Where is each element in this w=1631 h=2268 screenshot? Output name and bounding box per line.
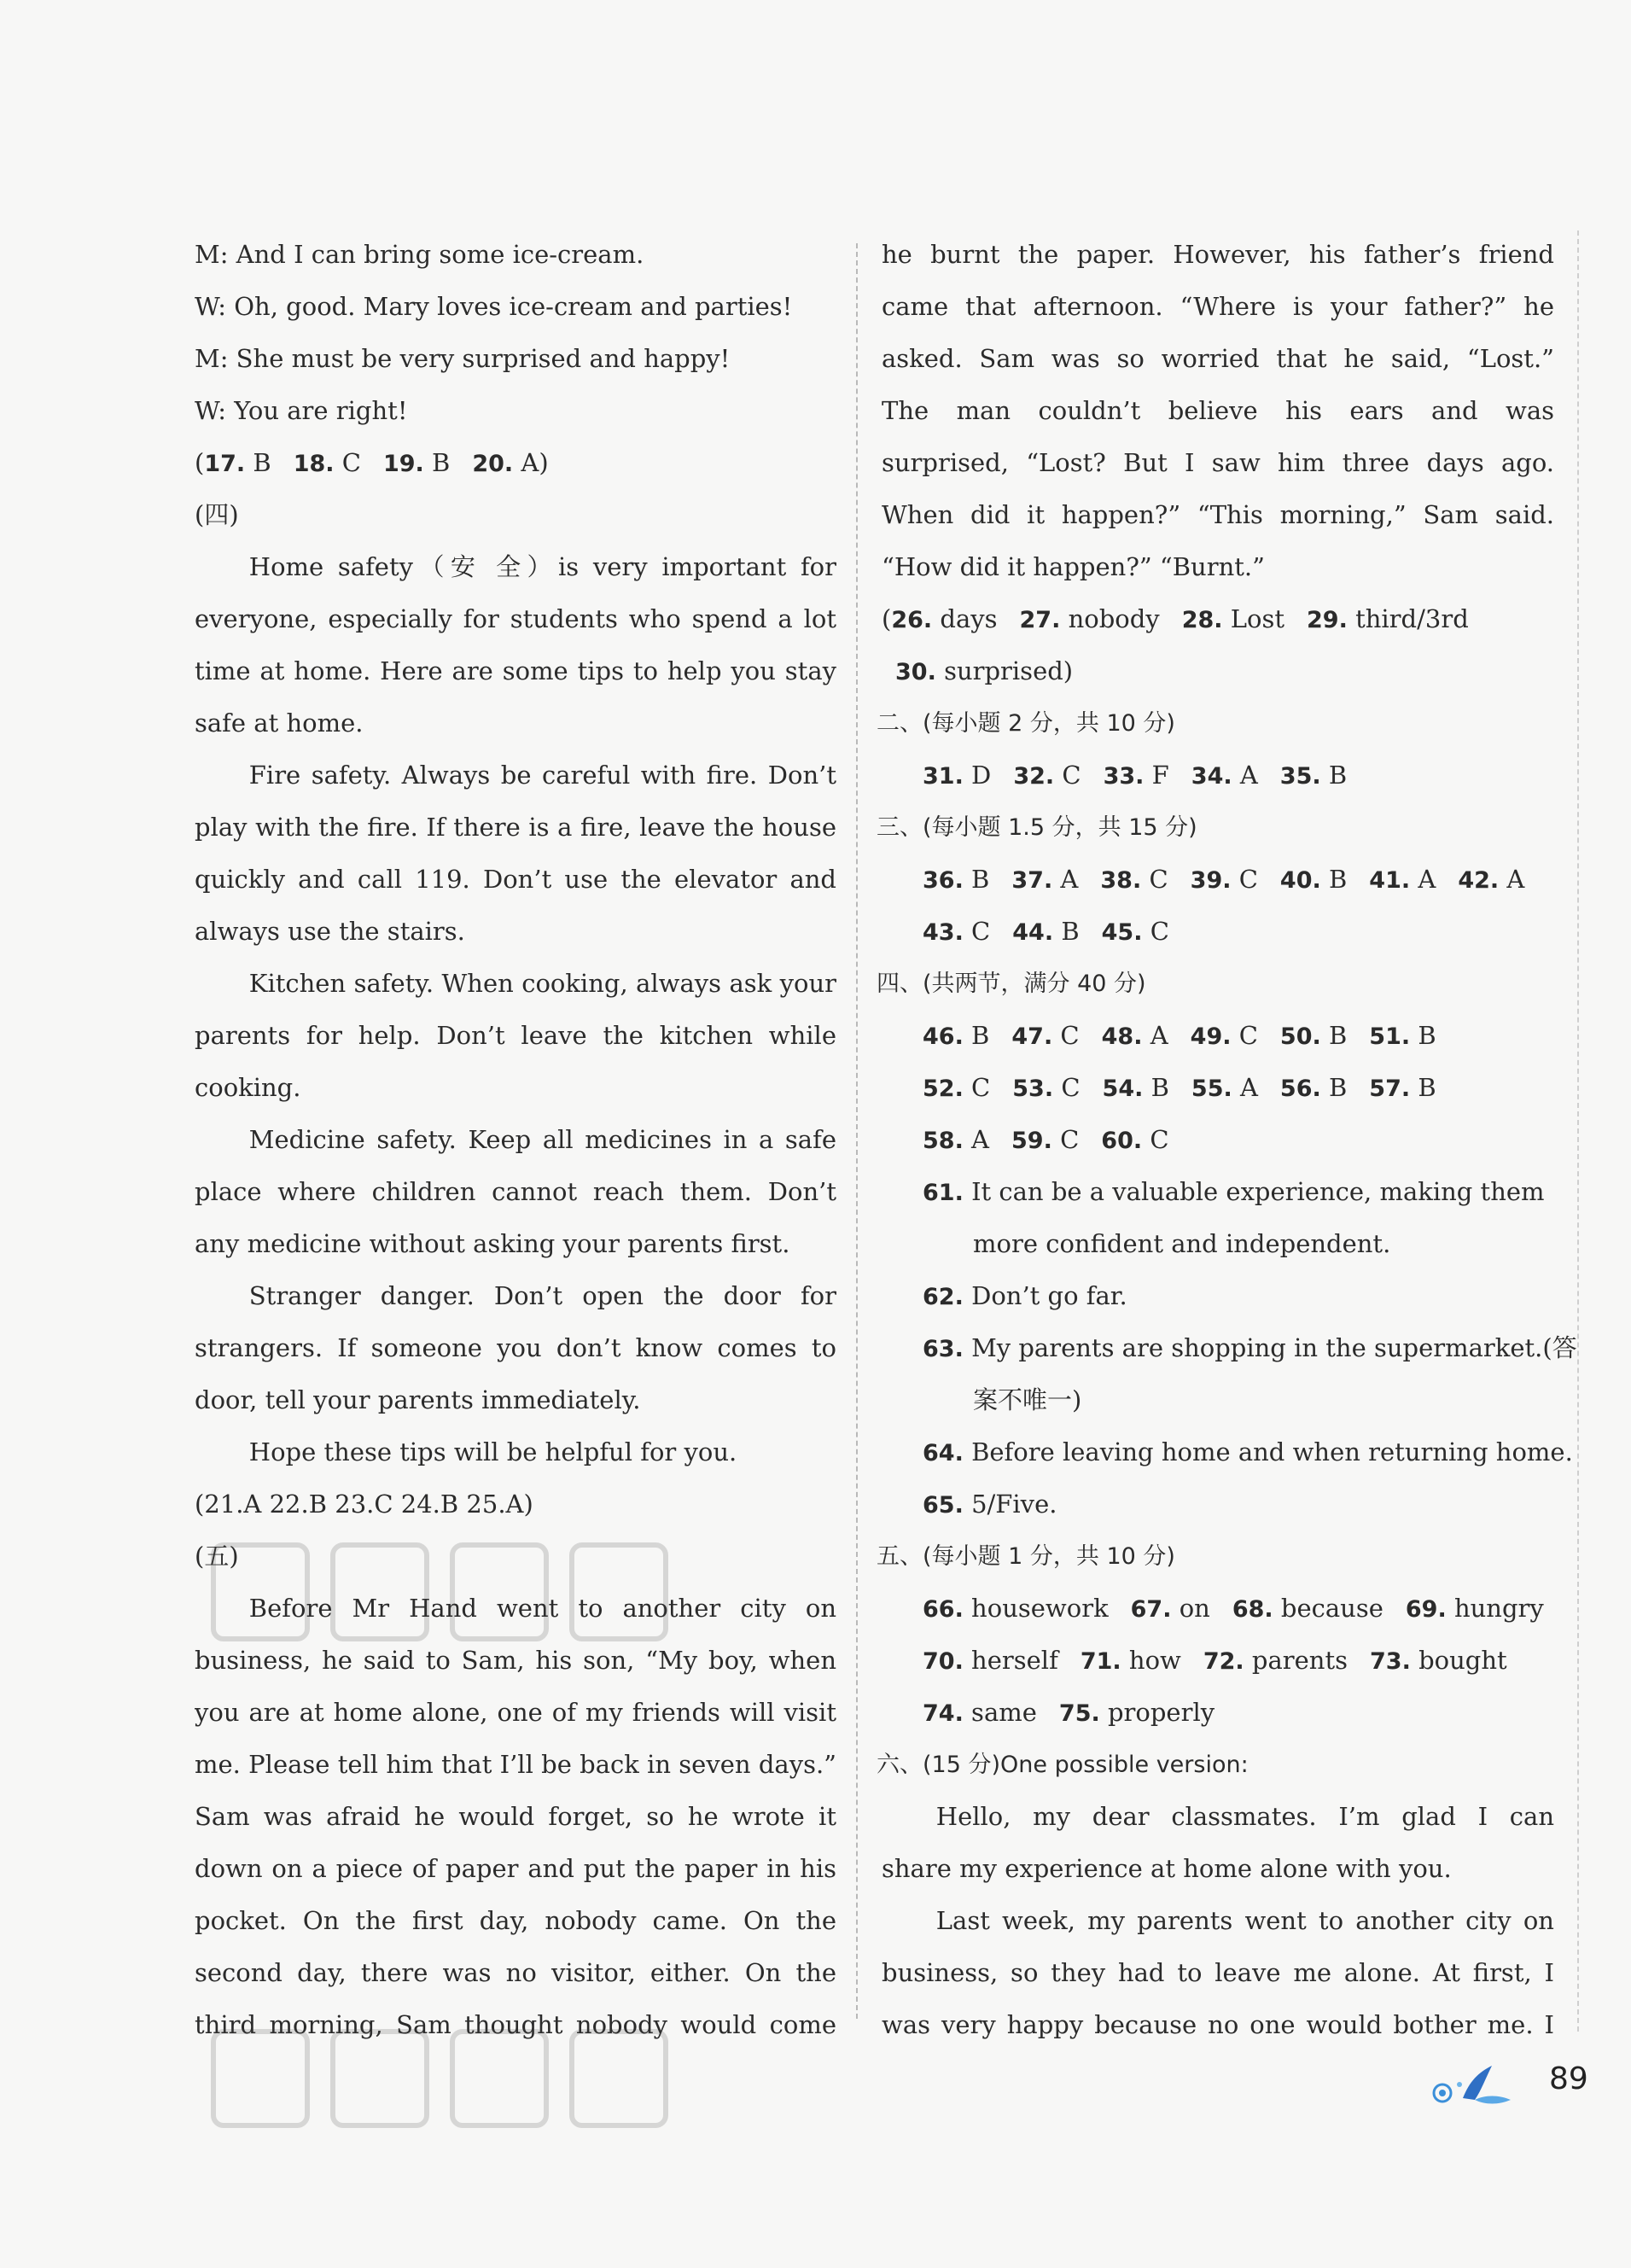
answer-value: B — [1320, 1021, 1348, 1050]
paragraph-line: Medicine safety. Keep all medicines in a safe — [248, 1125, 836, 1154]
answer-item — [1203, 1635, 1348, 1688]
answer-value: on — [1171, 1594, 1210, 1623]
answer-item — [1280, 749, 1347, 802]
section-heading-4: 四、(共两节，满分 40 分) — [877, 971, 1146, 997]
essay-line: was very happy because no one would bother me. I — [882, 2010, 1554, 2039]
answer-item — [1191, 1062, 1258, 1115]
answer-value: A — [1232, 1073, 1258, 1102]
paragraph-line: me. Please tell him that I’ll be back in seven days.” — [195, 1750, 836, 1779]
answer-item — [1011, 854, 1078, 907]
answer-row-52 — [882, 1062, 1554, 1114]
answer-value: how — [1121, 1646, 1181, 1675]
answer-item — [1102, 1010, 1168, 1063]
section-heading-5: 五、(每小题 1 分，共 10 分) — [877, 1543, 1175, 1570]
question-number: 72. — [1203, 1648, 1244, 1675]
paragraph-line: When did it happen?” “This morning,” Sam said. — [882, 500, 1554, 529]
dialogue-line: M: And I can bring some ice-cream. — [195, 240, 644, 269]
answer-62: 62. Don’t go far. — [923, 1281, 1127, 1310]
answer-row-46 — [882, 1010, 1554, 1062]
answer-item — [1280, 1010, 1347, 1063]
paragraph-line: business, he said to Sam, his son, “My boy, when — [195, 1646, 836, 1675]
leaf-ornament-icon — [1425, 2057, 1528, 2112]
question-number: 42. — [1458, 867, 1500, 894]
answer-item — [1131, 1583, 1210, 1635]
answer-value: B — [1410, 1073, 1436, 1102]
answer-value: F — [1144, 761, 1169, 790]
answer-value: B — [1320, 1073, 1348, 1102]
dialogue-line: W: Oh, good. Mary loves ice-cream and parties! — [195, 292, 793, 321]
answer-value: C — [1053, 1073, 1081, 1102]
answer-value: B — [1410, 1021, 1436, 1050]
answer-item — [1103, 1062, 1169, 1115]
answer-item — [1191, 1010, 1258, 1063]
answer-value: A — [1232, 761, 1258, 790]
left-column — [195, 229, 836, 2051]
question-number: 36. — [923, 867, 964, 894]
answer-row-31 — [882, 749, 1554, 802]
question-number: 70. — [923, 1648, 964, 1675]
answer-row-58 — [882, 1114, 1554, 1166]
paragraph-line: came that afternoon. “Where is your father?” he — [882, 292, 1554, 321]
paragraph-line: he burnt the paper. However, his father’s friend — [882, 240, 1554, 269]
question-number: 51. — [1369, 1023, 1411, 1050]
question-number: 31. — [923, 763, 964, 790]
question-number: 75. — [1058, 1700, 1100, 1727]
answer-value: C — [1141, 865, 1168, 894]
question-number: 52. — [923, 1076, 964, 1102]
answer-item — [383, 437, 450, 490]
question-number: 71. — [1080, 1648, 1121, 1675]
paragraph-line: down on a piece of paper and put the paper in his — [195, 1854, 836, 1883]
question-number: 19. — [382, 451, 424, 477]
question-number: 45. — [1101, 919, 1143, 946]
paragraph-line: door, tell your parents immediately. — [195, 1385, 641, 1414]
question-number: 68. — [1232, 1596, 1273, 1623]
answer-value: A — [963, 1125, 990, 1154]
paragraph-line: time at home. Here are some tips to help you stay — [195, 656, 836, 685]
answer-value: C — [1142, 1125, 1169, 1154]
paragraph-line: pocket. On the first day, nobody came. On the — [195, 1906, 836, 1935]
answer-item — [923, 1062, 990, 1115]
answer-value: A) — [513, 448, 549, 477]
paragraph-line: surprised, “Lost? But I saw him three days ago. — [882, 448, 1554, 477]
section-label-5: (五) — [195, 1542, 239, 1571]
column-divider — [856, 243, 858, 2019]
question-number: 57. — [1369, 1076, 1411, 1102]
paragraph-line: Kitchen safety. When cooking, always ask your — [248, 969, 836, 998]
answer-item — [1059, 1687, 1215, 1740]
answer-item — [1011, 1114, 1079, 1167]
answer-value: same — [963, 1698, 1037, 1727]
answer-item — [294, 437, 361, 490]
answer-item — [472, 437, 548, 490]
answer-value: parents — [1244, 1646, 1348, 1675]
answer-63-cont: 案不唯一) — [973, 1385, 1082, 1414]
paragraph-line: strangers. If someone you don’t know comes to — [195, 1333, 836, 1362]
answer-item — [923, 1010, 989, 1063]
essay-line: Last week, my parents went to another city on — [935, 1906, 1554, 1935]
answer-item — [1191, 749, 1258, 802]
answer-item — [1012, 906, 1079, 959]
question-number: 40. — [1279, 867, 1321, 894]
answer-value: B — [245, 448, 271, 477]
answer-item — [1011, 1010, 1079, 1063]
question-number: 18. — [293, 451, 335, 477]
question-number: 67. — [1130, 1596, 1172, 1623]
essay-line: Hello, my dear classmates. I’m glad I can — [935, 1802, 1554, 1831]
answer-row-74 — [882, 1687, 1554, 1739]
question-number: 47. — [1011, 1023, 1053, 1050]
question-number: 69. — [1405, 1596, 1447, 1623]
question-number: 35. — [1279, 763, 1321, 790]
paragraph-line: parents for help. Don’t leave the kitchen while — [195, 1021, 836, 1050]
answer-item — [923, 906, 990, 959]
paragraph-line: asked. Sam was so worried that he said, “Lost.” — [882, 344, 1554, 373]
answer-value: B — [1053, 917, 1080, 946]
answer-item — [1232, 1583, 1383, 1635]
paragraph-line: place where children cannot reach them. Don’t — [195, 1177, 836, 1206]
answer-64: 64. Before leaving home and when returning home. — [923, 1437, 1573, 1466]
question-number: 33. — [1103, 763, 1145, 790]
answer-row-30: 30. surprised) — [895, 656, 1074, 685]
question-number: 49. — [1190, 1023, 1232, 1050]
paragraph-line: cooking. — [195, 1073, 301, 1102]
answer-row-66 — [882, 1583, 1554, 1635]
answer-item — [1100, 854, 1168, 907]
question-number: 73. — [1370, 1648, 1411, 1675]
answer-item — [1369, 1062, 1436, 1115]
answer-item — [1369, 1010, 1436, 1063]
right-column — [877, 229, 1577, 2051]
answer-item — [923, 854, 989, 907]
answer-value: A — [1410, 865, 1436, 894]
answer-row-26-29: (26. days 27. nobody 28. Lost 29. third/3rd — [882, 604, 1469, 633]
question-number: 50. — [1279, 1023, 1321, 1050]
answer-value: C — [963, 1073, 991, 1102]
answer-item — [1458, 854, 1524, 907]
paragraph-line: “How did it happen?” “Burnt.” — [882, 552, 1265, 581]
question-number: 41. — [1369, 867, 1411, 894]
paragraph-line: Hope these tips will be helpful for you. — [248, 1437, 737, 1466]
answer-value: A — [1052, 865, 1079, 894]
page-number: 89 — [1549, 2061, 1588, 2096]
question-number: 44. — [1012, 919, 1054, 946]
question-number: 53. — [1012, 1076, 1054, 1102]
answer-item — [1280, 1062, 1347, 1115]
paragraph-line: always use the stairs. — [195, 917, 465, 946]
answer-row-17-20: (17. B 18. C 19. B 20. A) — [195, 437, 836, 489]
answer-value: because — [1273, 1594, 1383, 1623]
paragraph-line: any medicine without asking your parents first. — [195, 1229, 790, 1258]
question-number: 59. — [1011, 1128, 1052, 1154]
answer-item — [1406, 1583, 1544, 1635]
paragraph-line: The man couldn’t believe his ears and was — [882, 396, 1554, 425]
paragraph-line: Sam was afraid he would forget, so he wrote it — [195, 1802, 836, 1831]
answer-value: C — [1051, 1125, 1080, 1154]
question-number: 37. — [1011, 867, 1053, 894]
answer-61-cont: more confident and independent. — [973, 1229, 1391, 1258]
answer-value: C — [963, 917, 991, 946]
paragraph-line: safe at home. — [195, 708, 364, 738]
answer-item — [1012, 1062, 1080, 1115]
answer-item — [1102, 906, 1169, 959]
watermark-logo — [205, 1528, 683, 1685]
section-label-4: (四) — [195, 500, 239, 529]
answer-value: B — [963, 1021, 990, 1050]
answer-value: B — [1320, 865, 1348, 894]
answer-item — [1101, 1114, 1168, 1167]
essay-line: business, so they had to leave me alone. At first, I — [882, 1958, 1554, 1987]
answer-item — [1280, 854, 1347, 907]
question-number: 43. — [923, 919, 964, 946]
answer-63: 63. My parents are shopping in the supermarket.(答 — [923, 1333, 1577, 1362]
paragraph-line: third morning, Sam thought nobody would come — [195, 2010, 836, 2039]
answer-item — [923, 1114, 989, 1167]
answer-value: C — [1052, 1021, 1080, 1050]
answer-item — [923, 749, 991, 802]
answer-value: B — [1143, 1073, 1169, 1102]
answer-item — [1013, 749, 1081, 802]
question-number: 46. — [923, 1023, 964, 1050]
question-number: 48. — [1101, 1023, 1143, 1050]
section-heading-2: 二、(每小题 2 分，共 10 分) — [877, 710, 1175, 737]
section-heading-3: 三、(每小题 1.5 分，共 15 分) — [877, 814, 1197, 841]
answer-item — [1081, 1635, 1181, 1688]
answer-item — [1370, 1635, 1507, 1688]
answer-item — [923, 1635, 1058, 1688]
paragraph-line: Fire safety. Always be careful with fire. Don’t — [248, 761, 836, 790]
paragraph-line: play with the fire. If there is a fire, leave the house — [195, 813, 836, 842]
answer-value: properly — [1099, 1698, 1215, 1727]
question-number: 60. — [1101, 1128, 1143, 1154]
answer-value: B — [963, 865, 990, 894]
answer-value: C — [1231, 1021, 1258, 1050]
question-number: 20. — [472, 451, 514, 477]
answer-65: 65. 5/Five. — [923, 1490, 1057, 1519]
answer-value: bought — [1410, 1646, 1507, 1675]
question-number: 58. — [923, 1128, 964, 1154]
question-number: 56. — [1279, 1076, 1321, 1102]
answer-value: B — [1320, 761, 1348, 790]
answer-value: housework — [963, 1594, 1109, 1623]
essay-line: share my experience at home alone with you. — [882, 1854, 1452, 1883]
question-number: 54. — [1102, 1076, 1144, 1102]
answer-value: A — [1499, 865, 1525, 894]
answer-value: hungry — [1446, 1594, 1544, 1623]
answer-value: C — [1231, 865, 1258, 894]
answer-item — [1104, 749, 1169, 802]
answer-item — [204, 437, 271, 490]
answer-value: B — [423, 448, 451, 477]
answer-value: C — [334, 448, 361, 477]
question-number: 34. — [1191, 763, 1232, 790]
paragraph-line: quickly and call 119. Don’t use the elevator and — [195, 865, 836, 894]
question-number: 38. — [1100, 867, 1142, 894]
answer-value: C — [1054, 761, 1081, 790]
question-number: 55. — [1191, 1076, 1232, 1102]
answer-value: herself — [963, 1646, 1058, 1675]
watermark-logo — [205, 2014, 683, 2172]
answer-row-70 — [882, 1635, 1554, 1687]
answer-row-21-25: (21.A 22.B 23.C 24.B 25.A) — [195, 1490, 533, 1519]
question-number: 39. — [1190, 867, 1232, 894]
question-number: 32. — [1013, 763, 1055, 790]
answer-item — [923, 1583, 1109, 1635]
answer-value: D — [963, 761, 992, 790]
question-number: 74. — [923, 1700, 964, 1727]
question-number: 66. — [923, 1596, 964, 1623]
answer-item — [1369, 854, 1436, 907]
paragraph-line: Before Mr Hand went to another city on — [248, 1594, 836, 1623]
paragraph-line: everyone, especially for students who spend a lot — [195, 604, 836, 633]
answer-value: C — [1142, 917, 1169, 946]
answer-item — [1191, 854, 1258, 907]
answer-value: A — [1142, 1021, 1168, 1050]
paragraph-line: Stranger danger. Don’t open the door for — [248, 1281, 836, 1310]
answer-row-43 — [882, 906, 1554, 958]
paragraph-line: you are at home alone, one of my friends will visit — [195, 1698, 836, 1727]
paragraph-line: Home safety（安 全）is very important for — [248, 552, 836, 581]
answer-61: 61. It can be a valuable experience, making them — [923, 1177, 1545, 1206]
section-heading-6: 六、(15 分)One possible version: — [877, 1752, 1249, 1778]
margin-divider — [1577, 230, 1579, 2032]
paragraph-line: second day, there was no visitor, either. On the — [195, 1958, 836, 1987]
answer-row-36 — [882, 854, 1554, 906]
dialogue-line: W: You are right! — [195, 396, 408, 425]
dialogue-line: M: She must be very surprised and happy! — [195, 344, 731, 373]
answer-item — [923, 1687, 1037, 1740]
question-number: 17. — [204, 451, 246, 477]
